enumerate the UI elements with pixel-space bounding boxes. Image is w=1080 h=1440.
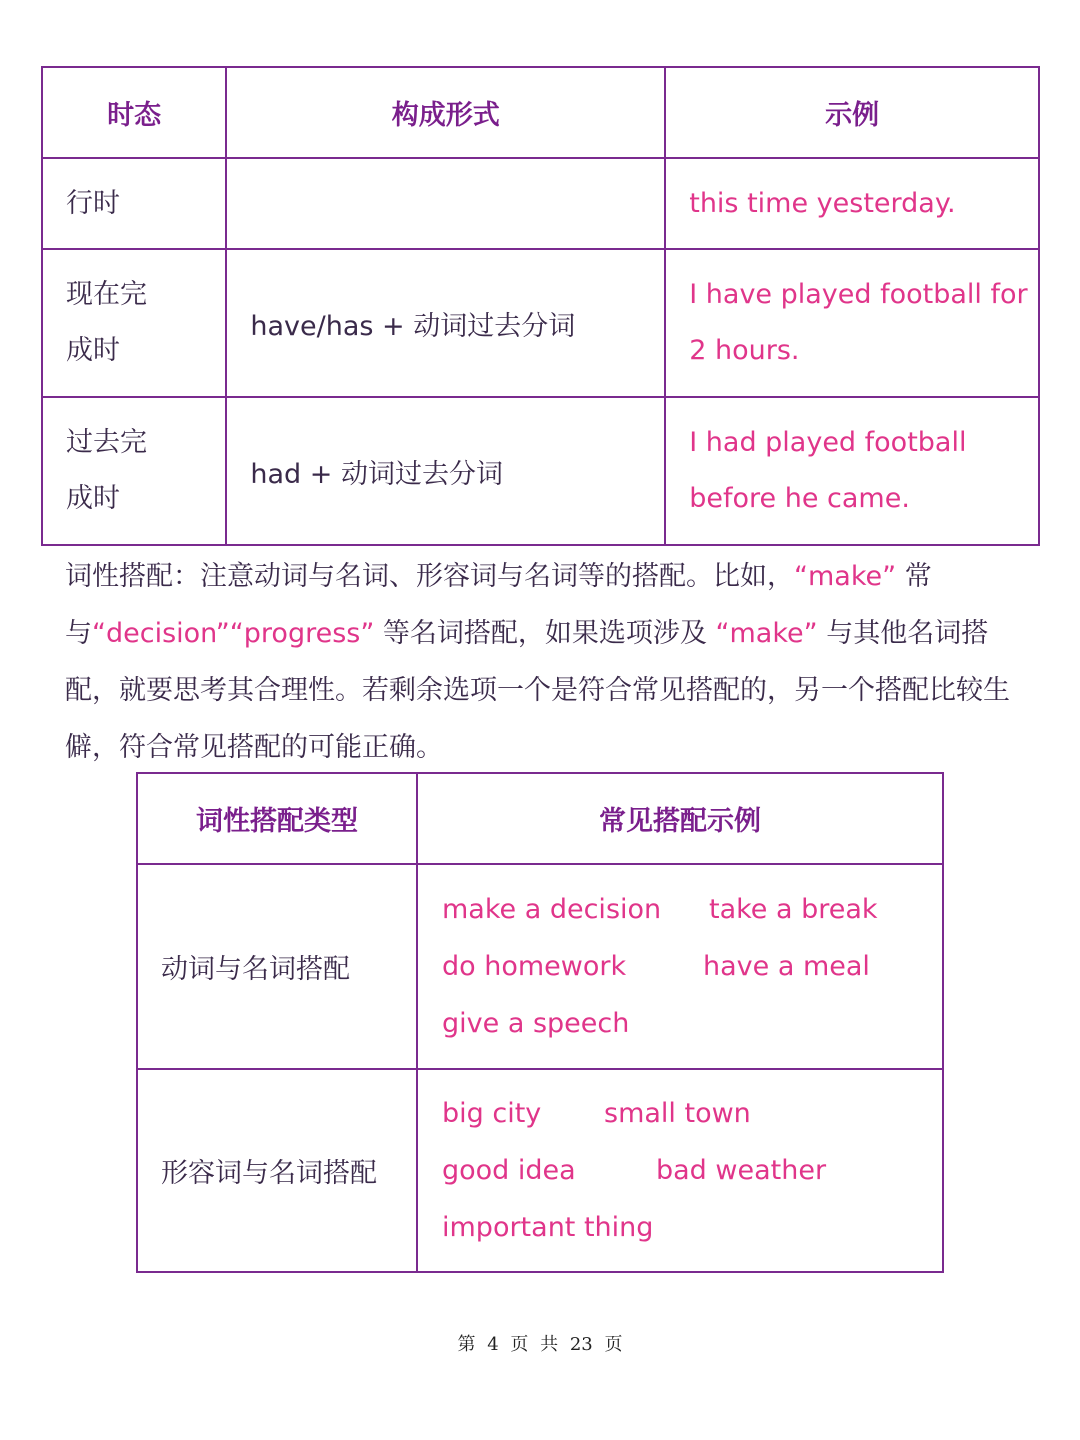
example-line: do homework have a meal (442, 951, 870, 982)
keyword-decision-progress: “decision”“progress” (92, 618, 375, 649)
tense-name: 现在完 成时 (42, 249, 226, 397)
tense-table-header-row (42, 67, 1039, 158)
tense-example: I have played football for 2 hours. (665, 249, 1039, 397)
table-row (137, 864, 943, 1069)
table-row (42, 158, 1039, 249)
keyword-make: “make” (794, 561, 897, 592)
tense-form: had + 动词过去分词 (226, 397, 665, 545)
collocation-examples (417, 864, 943, 1069)
example-line: big city small town (442, 1098, 751, 1129)
table-row (42, 397, 1039, 545)
header-example: 示例 (665, 67, 1039, 158)
collocation-examples (417, 1069, 943, 1272)
tense-table (41, 66, 1040, 546)
tense-example: I had played football before he came. (665, 397, 1039, 545)
example-line: important thing (442, 1212, 654, 1243)
header-collocation-examples: 常见搭配示例 (417, 773, 943, 864)
collocation-paragraph: 词性搭配：注意动词与名词、形容词与名词等的搭配。比如，“make” 常与“decision”“progress” 等名词搭配，如果选项涉及 “make” 与其他名词搭配，就要思考其合理性。若剩余选项一个是符合常见搭配的，另一个搭配比较生僻，符合常见搭配的可能正确。 (65, 561, 1010, 763)
collocation-table (136, 772, 944, 1273)
tense-form: have/has + 动词过去分词 (226, 249, 665, 397)
tense-form (226, 158, 665, 249)
table-row (42, 249, 1039, 397)
header-tense: 时态 (42, 67, 226, 158)
page-footer: 第 4 页 共 23 页 (457, 1334, 623, 1355)
keyword-make: “make” (715, 618, 818, 649)
tense-name: 过去完 成时 (42, 397, 226, 545)
header-form: 构成形式 (226, 67, 665, 158)
collocation-type: 形容词与名词搭配 (137, 1069, 417, 1272)
table-row (137, 1069, 943, 1272)
collocation-table-header-row (137, 773, 943, 864)
example-line: good idea bad weather (442, 1155, 827, 1186)
tense-example: this time yesterday. (665, 158, 1039, 249)
header-collocation-type: 词性搭配类型 (137, 773, 417, 864)
example-line: make a decision take a break (442, 894, 878, 925)
tense-name: 行时 (42, 158, 226, 249)
collocation-type: 动词与名词搭配 (137, 864, 417, 1069)
example-line: give a speech (442, 1008, 630, 1039)
